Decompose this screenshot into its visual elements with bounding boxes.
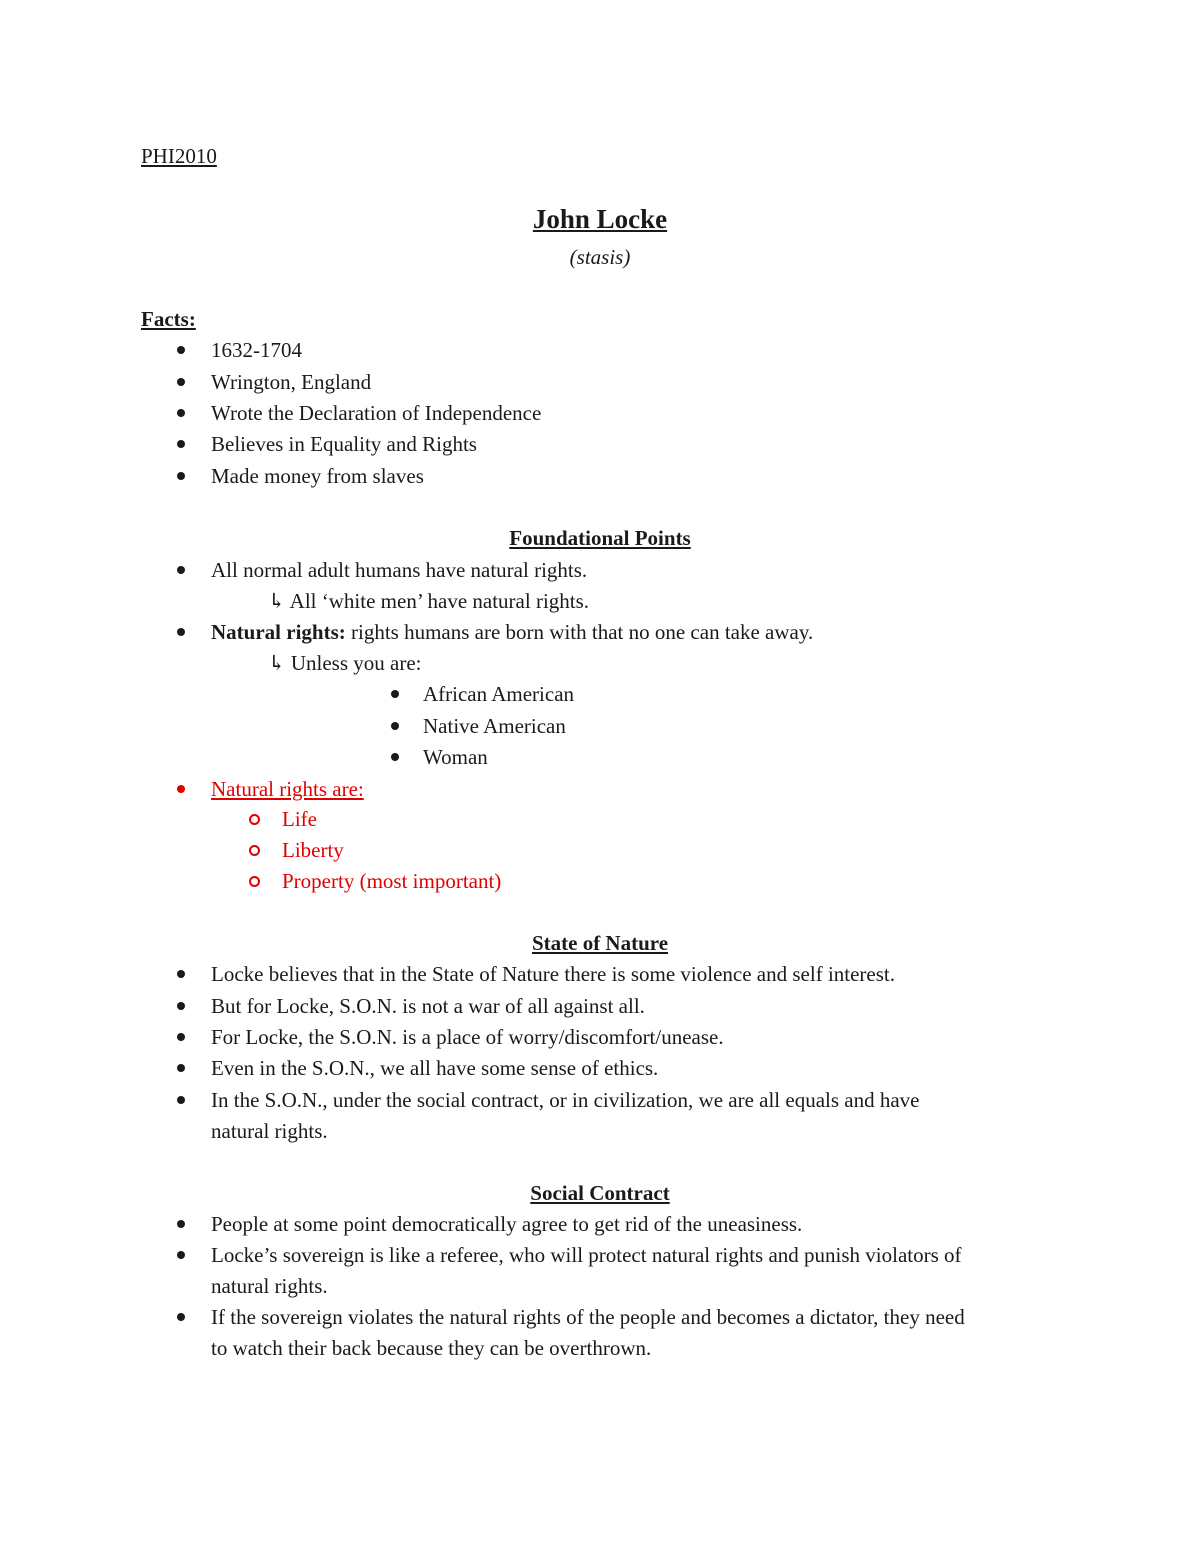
bullet-icon [177, 970, 185, 978]
circle-bullet-icon [249, 845, 260, 856]
sc-item-continuation: to watch their back because they can be overthrown. [211, 1336, 652, 1360]
page-subtitle: (stasis) [569, 245, 631, 269]
fact-item: Wrington, England [211, 370, 372, 394]
sc-item-continuation: natural rights. [211, 1274, 328, 1298]
exception-item: Native American [423, 714, 566, 738]
son-item: In the S.O.N., under the social contract, or in civilization, we are all equals and have [211, 1088, 920, 1112]
foundational-subitem: ↳ All ‘white men’ have natural rights. [268, 589, 590, 613]
bullet-icon [177, 1251, 185, 1259]
bullet-icon [391, 753, 399, 761]
foundational-item: All normal adult humans have natural rights. [211, 558, 588, 582]
foundational-heading: Foundational Points [509, 526, 691, 550]
state-of-nature-heading: State of Nature [531, 931, 669, 955]
bullet-icon [391, 690, 399, 698]
bullet-icon [391, 722, 399, 730]
right-item: Life [282, 807, 317, 831]
fact-item: Made money from slaves [211, 464, 424, 488]
course-code: PHI2010 [141, 144, 217, 168]
page-title: John Locke [532, 204, 668, 234]
bullet-icon [177, 472, 185, 480]
son-item: But for Locke, S.O.N. is not a war of all against all. [211, 994, 645, 1018]
fact-item: Believes in Equality and Rights [211, 432, 477, 456]
son-item: Even in the S.O.N., we all have some sense of ethics. [211, 1056, 659, 1080]
bullet-icon [177, 628, 185, 636]
bullet-icon [177, 440, 185, 448]
fact-item: 1632-1704 [211, 338, 302, 362]
bullet-icon [177, 378, 185, 386]
bullet-icon [177, 346, 185, 354]
bullet-icon [177, 1096, 185, 1104]
bullet-icon [177, 409, 185, 417]
foundational-item [211, 620, 813, 644]
exception-item: African American [423, 682, 575, 706]
natural-rights-term: Natural rights: [211, 620, 346, 644]
bullet-icon [177, 1313, 185, 1321]
exception-item: Woman [423, 745, 488, 769]
son-item: Locke believes that in the State of Nature there is some violence and self interest. [211, 962, 896, 986]
bullet-icon [177, 566, 185, 574]
sc-item: People at some point democratically agree to get rid of the uneasiness. [211, 1212, 803, 1236]
fact-item: Wrote the Declaration of Independence [211, 401, 542, 425]
bullet-icon [177, 1220, 185, 1228]
son-item: For Locke, the S.O.N. is a place of worry/discomfort/unease. [211, 1025, 724, 1049]
bullet-icon [177, 1002, 185, 1010]
bullet-icon [177, 1064, 185, 1072]
sc-item: If the sovereign violates the natural rights of the people and becomes a dictator, they need [211, 1305, 965, 1329]
circle-bullet-icon [249, 876, 260, 887]
red-bullet-icon [177, 785, 185, 793]
sc-item: Locke’s sovereign is like a referee, who will protect natural rights and punish violators of [211, 1243, 962, 1267]
right-item: Liberty [282, 838, 344, 862]
rights-label: Natural rights are: [211, 777, 364, 801]
natural-rights-definition: rights humans are born with that no one can take away. [345, 620, 814, 644]
son-item-continuation: natural rights. [211, 1119, 328, 1143]
right-item: Property (most important) [282, 869, 502, 893]
circle-bullet-icon [249, 814, 260, 825]
foundational-subitem: ↳ Unless you are: [268, 651, 422, 675]
facts-heading: Facts: [141, 307, 196, 331]
social-contract-heading: Social Contract [530, 1181, 670, 1205]
bullet-icon [177, 1033, 185, 1041]
